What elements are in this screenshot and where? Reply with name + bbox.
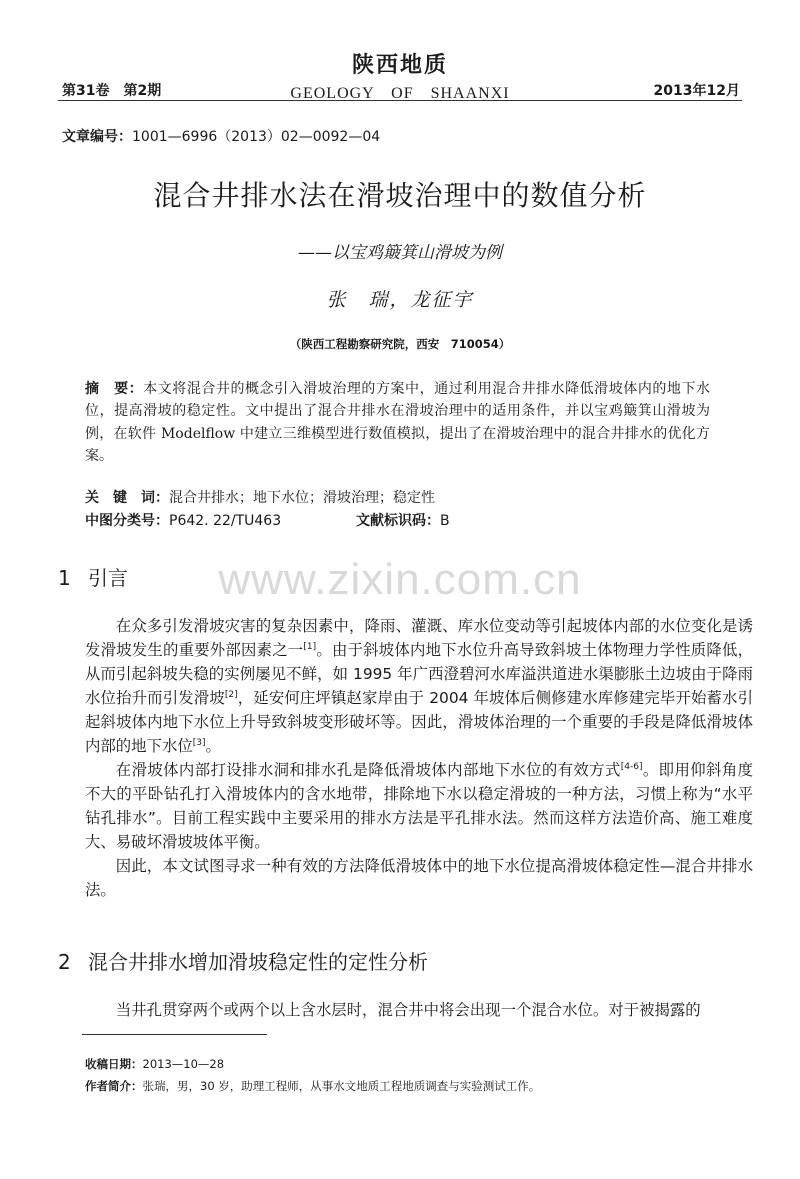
document-code [356,510,450,530]
abstract [85,378,710,468]
paragraph-text: 。 [205,737,221,755]
citation: [4-6] [620,761,643,772]
keywords-label: 关 键 词： [85,490,169,506]
citation: [3] [192,737,206,748]
section-2-number: 2 [58,950,71,974]
received-value: 2013—10—28 [142,1057,225,1071]
citation: [1] [303,641,317,652]
section-1-paragraph-3: 因此，本文试图寻求一种有效的方法降低滑坡体中的地下水位提高滑坡体稳定性—混合井排水法。 [85,857,753,899]
paper-title: 混合井排水法在滑坡治理中的数值分析 [153,179,647,212]
watermark: www.zixin.com.cn [218,555,582,604]
issue-date: 2013年12月 [653,83,740,99]
doc-code-label: 文献标识码： [356,513,440,529]
section-2-heading [58,946,428,975]
section-1-title: 引言 [88,566,128,590]
section-1-number: 1 [58,566,71,590]
doc-code-value: B [440,513,450,529]
section-1-paragraph-2 [85,758,753,854]
footnote-rule [82,1034,267,1035]
author-bio-value: 张瑞，男，30 岁，助理工程师，从事水文地质工程地质调查与实验测试工作。 [142,1079,541,1093]
keywords-text: 混合井排水；地下水位；滑坡治理；稳定性 [169,490,435,506]
section-2-paragraph-1: 当井孔贯穿两个或两个以上含水层时，混合井中将会出现一个混合水位。对于被揭露的 [115,1001,701,1019]
received-label: 收稿日期： [85,1057,143,1071]
author-bio-label: 作者简介： [85,1079,143,1093]
paragraph-text: ，延安何庄坪镇赵家岸由于 2004 年坡体后侧修建水库修建完毕开始蓄水引起斜坡体内地下水位上升导致斜坡变形破坏等。因此，滑坡体治理的一个重要的手段是降低滑坡体内部的地下水位 [85,689,753,755]
article-number [62,126,380,146]
abstract-text: 本文将混合井的概念引入滑坡治理的方案中，通过利用混合井排水降低滑坡体内的地下水位，提高滑坡的稳定性。文中提出了混合井排水在滑坡治理中的适用条件，并以宝鸡簸箕山滑坡为例，在软件 Modelflow 中建立三维模型进行数值模拟，提出了在滑坡治理中的混合井排水的优化方案。 [85,381,711,465]
paper-subtitle: ——以宝鸡簸箕山滑坡为例 [298,243,502,263]
clc-value: P642. 22/TU463 [169,513,282,529]
paragraph-text: 。由于斜坡体内地下水位升高导致斜坡土体物理力学性质降低，从而引起斜坡失稳的实例屡见不鲜，如 1995 年广西澄碧河水库溢洪道进水渠膨胀土边坡由于降雨水位抬升而引发滑坡 [85,641,753,707]
section-2-title: 混合井排水增加滑坡稳定性的定性分析 [88,950,428,974]
article-number-label: 文章编号： [62,129,132,145]
article-number-value: 1001—6996（2013）02—0092—04 [132,129,381,145]
paragraph-text: 。即用仰斜角度不大的平卧钻孔打入滑坡体内的含水地带，排除地下水以稳定滑坡的一种方法，习惯上称为“水平钻孔排水”。目前工程实践中主要采用的排水方法是平孔排水法。然而这样方法造价高、施工难度大、易破坏滑坡坡体平衡。 [85,761,753,851]
header-rule [58,100,742,101]
paragraph-text: 在滑坡体内部打设排水洞和排水孔是降低滑坡体内部地下水位的有效方式 [115,761,621,779]
abstract-label: 摘 要： [85,381,144,397]
received-date [85,1056,224,1072]
section-1-paragraph-1 [85,614,753,758]
paragraph-text: 在众多引发滑坡灾害的复杂因素中，降雨、灌溉、库水位变动等引起坡体内部的水位变化是诱发滑坡发生的重要外部因素之一 [85,617,753,659]
journal-name-en: GEOLOGY OF SHAANXI [290,85,510,102]
author-affiliation: （陕西工程勘察研究院，西安 710054） [289,337,511,351]
section-1-heading [58,562,128,591]
volume-issue: 第31卷 第2期 [62,83,162,99]
clc-label: 中图分类号： [85,513,169,529]
paper-authors: 张 瑞，龙征宇 [326,289,474,311]
journal-logo: 陕西地质 [351,53,448,78]
clc-number [85,510,281,530]
citation: [2] [224,689,238,700]
author-bio [85,1078,540,1094]
keywords [85,487,710,507]
